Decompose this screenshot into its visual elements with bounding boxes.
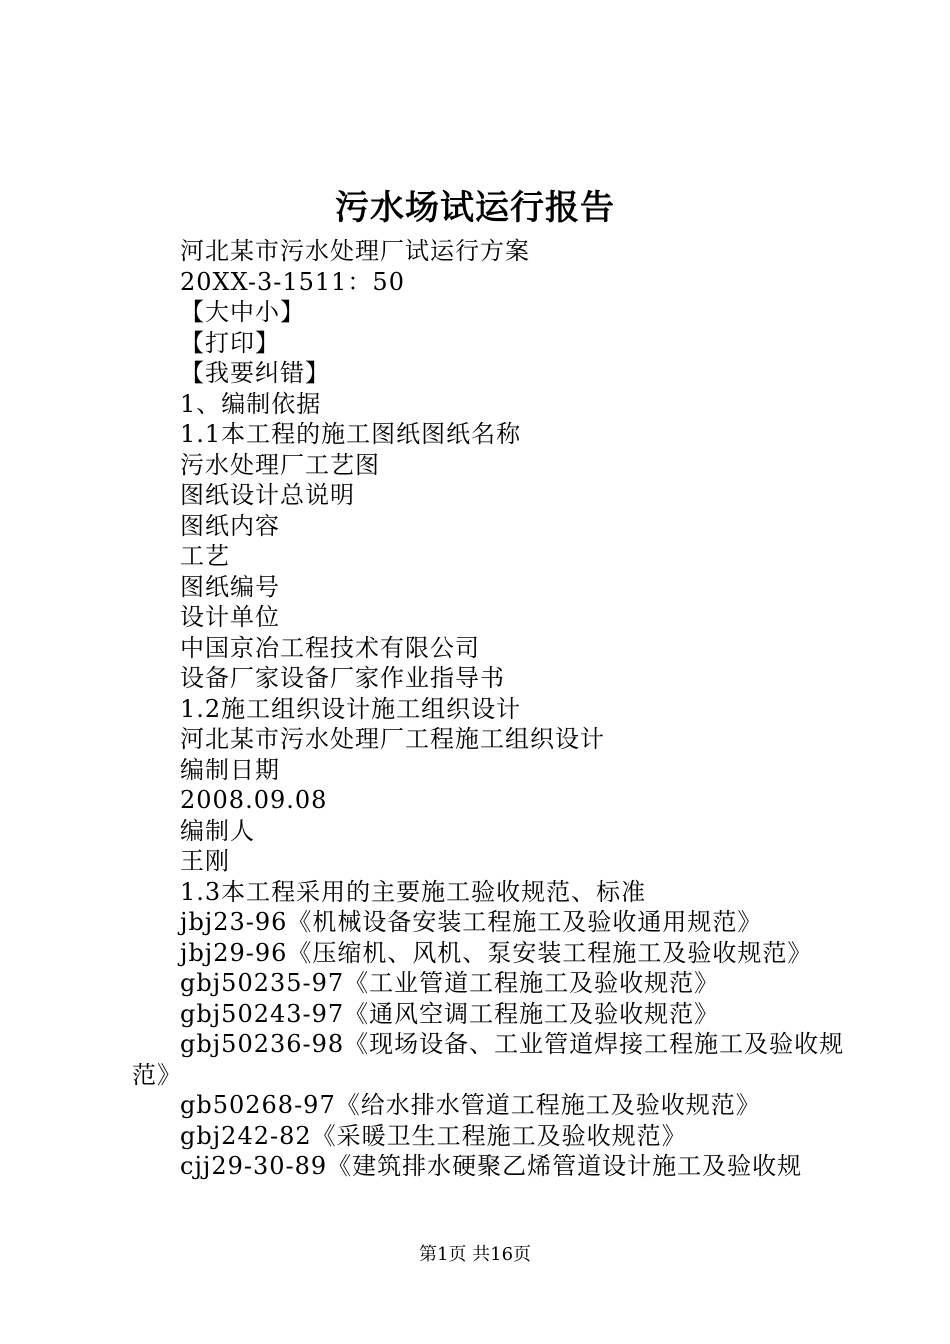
document-title: 污水场试运行报告 bbox=[335, 188, 615, 228]
text-line: 中国京冶工程技术有限公司 bbox=[180, 633, 480, 662]
text-line: cjj29-30-89《建筑排水硬聚乙烯管道设计施工及验收规 bbox=[180, 1152, 803, 1180]
text-line: 编制人 bbox=[180, 816, 255, 845]
text-line: 图纸编号 bbox=[180, 572, 280, 601]
text-line: gbj242-82《采暖卫生工程施工及验收规范》 bbox=[180, 1121, 687, 1150]
text-line: 2008.09.08 bbox=[180, 786, 328, 814]
text-line: jbj23-96《机械设备安装工程施工及验收通用规范》 bbox=[180, 908, 763, 936]
text-line: gbj50236-98《现场设备、工业管道焊接工程施工及验收规 bbox=[180, 1030, 845, 1058]
text-line: 图纸内容 bbox=[180, 511, 280, 540]
text-line: 设计单位 bbox=[180, 603, 280, 631]
page-footer: 第1页 共16页 bbox=[418, 1244, 532, 1265]
text-line: 污水处理厂工艺图 bbox=[180, 450, 380, 479]
text-line: 1.1本工程的施工图纸图纸名称 bbox=[180, 420, 522, 448]
document-body bbox=[132, 236, 845, 1182]
text-line: 编制日期 bbox=[180, 755, 280, 784]
text-line: 【我要纠错】 bbox=[180, 359, 330, 387]
text-line: 1.3本工程采用的主要施工验收规范、标准 bbox=[180, 877, 647, 906]
text-line: 1.2施工组织设计施工组织设计 bbox=[180, 694, 522, 723]
text-line: 1、编制依据 bbox=[180, 389, 322, 418]
text-line: 工艺 bbox=[180, 542, 230, 570]
text-line: gb50268-97《给水排水管道工程施工及验收规范》 bbox=[180, 1091, 761, 1119]
text-line: 20XX-3-1511：50 bbox=[180, 267, 405, 296]
text-line: 设备厂家设备厂家作业指导书 bbox=[180, 664, 505, 692]
text-line: 范》 bbox=[132, 1060, 182, 1089]
text-line: gbj50243-97《通风空调工程施工及验收规范》 bbox=[180, 999, 720, 1028]
text-line: 河北某市污水处理厂工程施工组织设计 bbox=[180, 725, 605, 753]
text-line: jbj29-96《压缩机、风机、泵安装工程施工及验收规范》 bbox=[180, 938, 813, 967]
text-line: 王刚 bbox=[180, 847, 230, 875]
text-line: 【打印】 bbox=[180, 328, 280, 357]
text-line: gbj50235-97《工业管道工程施工及验收规范》 bbox=[180, 969, 720, 997]
text-line: 【大中小】 bbox=[180, 298, 305, 326]
text-line: 图纸设计总说明 bbox=[180, 481, 355, 509]
text-line: 河北某市污水处理厂试运行方案 bbox=[180, 237, 530, 265]
